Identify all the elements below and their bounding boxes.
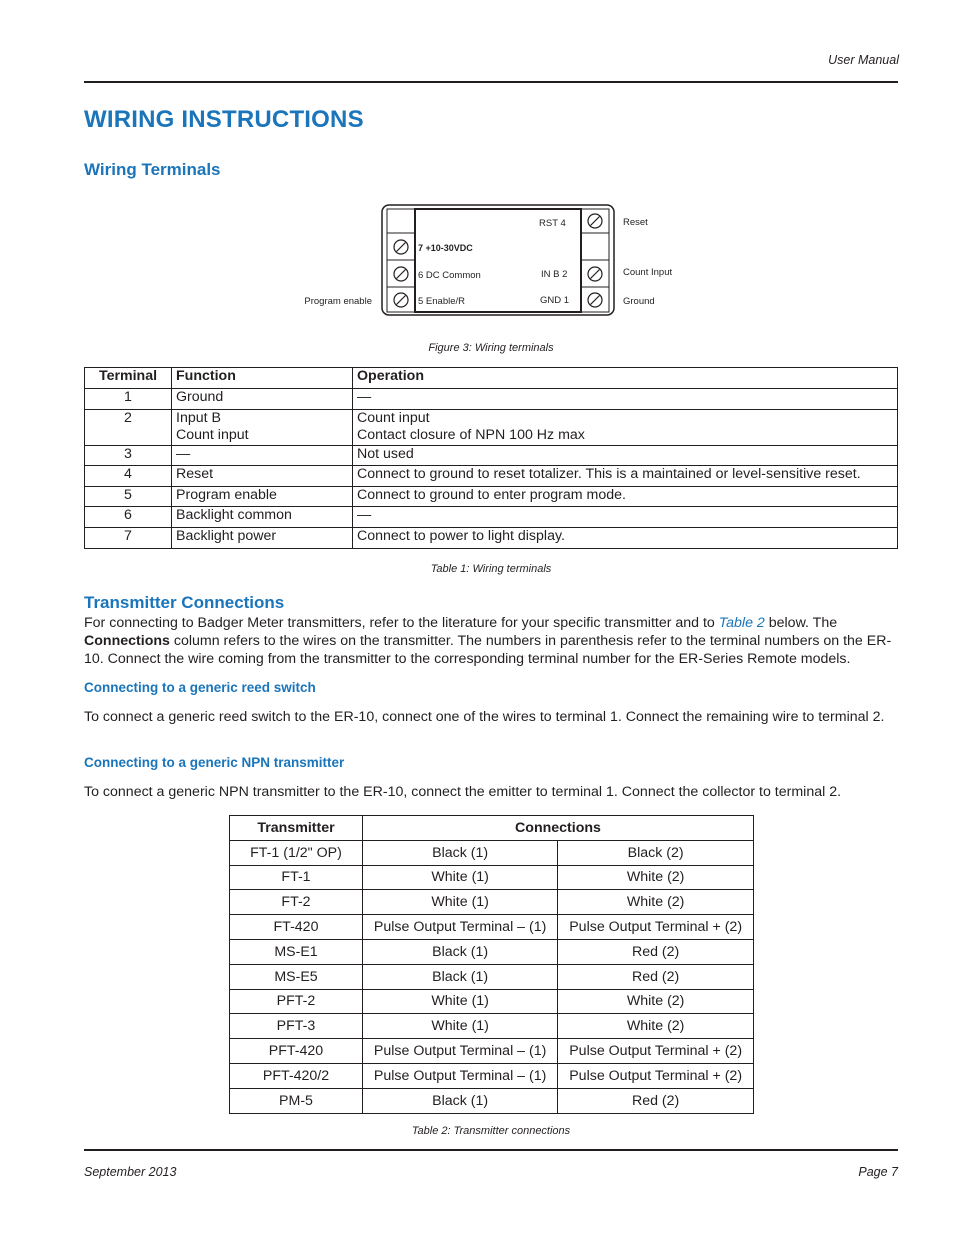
wiring-terminals-table bbox=[84, 367, 898, 549]
table-cell bbox=[353, 409, 898, 445]
table-cell: PFT-2 bbox=[230, 989, 363, 1014]
table-2-link[interactable]: Table 2 bbox=[718, 615, 765, 631]
table-cell: 2 bbox=[85, 409, 172, 445]
table-cell: Black (1) bbox=[363, 1088, 558, 1113]
table-row bbox=[230, 989, 754, 1014]
para-text: below. The bbox=[764, 615, 838, 631]
label-ground: Ground bbox=[623, 296, 655, 307]
table-cell: — bbox=[353, 507, 898, 528]
table-cell: Black (2) bbox=[558, 840, 754, 865]
subheading-reed-switch: Connecting to a generic reed switch bbox=[84, 680, 316, 695]
table-header-row bbox=[85, 368, 898, 389]
column-header: Function bbox=[172, 368, 353, 389]
label-terminal-7: 7 +10-30VDC bbox=[418, 243, 473, 253]
table-cell: 6 bbox=[85, 507, 172, 528]
table-cell: 4 bbox=[85, 466, 172, 487]
screw-terminal-4-icon bbox=[587, 213, 603, 229]
figure-caption: Figure 3: Wiring terminals bbox=[428, 342, 554, 354]
label-program-enable: Program enable bbox=[304, 296, 372, 307]
table-row bbox=[230, 964, 754, 989]
table-cell: FT-1 bbox=[230, 865, 363, 890]
table-cell: MS-E1 bbox=[230, 939, 363, 964]
screw-terminal-2-icon bbox=[587, 266, 603, 282]
table-cell: White (2) bbox=[558, 1014, 754, 1039]
screw-terminal-5-icon bbox=[393, 292, 409, 308]
table-cell: — bbox=[353, 389, 898, 410]
table-row bbox=[230, 915, 754, 940]
label-reset: Reset bbox=[623, 217, 648, 228]
header-rule bbox=[84, 81, 898, 83]
table-cell: PFT-3 bbox=[230, 1014, 363, 1039]
cell-line: Count input bbox=[357, 409, 430, 426]
table-cell: PFT-420 bbox=[230, 1039, 363, 1064]
column-header: Terminal bbox=[85, 368, 172, 389]
table-row bbox=[230, 939, 754, 964]
table-cell: White (2) bbox=[558, 890, 754, 915]
table-cell: PM-5 bbox=[230, 1088, 363, 1113]
table-cell: Reset bbox=[172, 466, 353, 487]
screw-terminal-7-icon bbox=[393, 239, 409, 255]
table-cell: Connect to power to light display. bbox=[353, 527, 898, 548]
table-cell: Pulse Output Terminal + (2) bbox=[558, 1063, 754, 1088]
header-label: User Manual bbox=[828, 53, 899, 67]
table-cell: White (1) bbox=[363, 890, 558, 915]
table-cell: Program enable bbox=[172, 486, 353, 507]
table-row bbox=[85, 389, 898, 410]
table-cell: White (1) bbox=[363, 1014, 558, 1039]
table-cell: 3 bbox=[85, 445, 172, 466]
label-terminal-5: 5 Enable/R bbox=[418, 296, 466, 307]
column-header: Operation bbox=[353, 368, 898, 389]
table-row bbox=[85, 409, 898, 445]
table-cell: Black (1) bbox=[363, 939, 558, 964]
table-cell: Ground bbox=[172, 389, 353, 410]
table-cell: Pulse Output Terminal – (1) bbox=[363, 915, 558, 940]
subheading-npn-transmitter: Connecting to a generic NPN transmitter bbox=[84, 755, 345, 770]
para-bold-text: Connections bbox=[84, 633, 170, 649]
section-heading-transmitter-connections: Transmitter Connections bbox=[84, 593, 285, 612]
label-terminal-4: RST 4 bbox=[539, 218, 566, 229]
page-title: WIRING INSTRUCTIONS bbox=[84, 106, 364, 133]
table-cell: — bbox=[172, 445, 353, 466]
label-terminal-2: IN B 2 bbox=[541, 269, 568, 280]
footer-date: September 2013 bbox=[84, 1165, 177, 1179]
table-cell: Red (2) bbox=[558, 1088, 754, 1113]
screw-terminal-1-icon bbox=[587, 292, 603, 308]
table-body bbox=[230, 840, 754, 1113]
footer-page-number: Page 7 bbox=[858, 1165, 898, 1179]
table-cell: PFT-420/2 bbox=[230, 1063, 363, 1088]
table-cell: 7 bbox=[85, 527, 172, 548]
table-header-row bbox=[230, 816, 754, 841]
reed-switch-paragraph: To connect a generic reed switch to the ER-10, connect one of the wires to terminal 1. Connect the remaining wire to terminal 2. bbox=[84, 709, 885, 725]
table-cell: Black (1) bbox=[363, 840, 558, 865]
table-cell: Red (2) bbox=[558, 964, 754, 989]
table-cell: Connect to ground to reset totalizer. This is a maintained or level-sensitive reset. bbox=[353, 466, 898, 487]
table-row bbox=[85, 445, 898, 466]
table-cell: FT-420 bbox=[230, 915, 363, 940]
table-cell: FT-2 bbox=[230, 890, 363, 915]
table-cell: MS-E5 bbox=[230, 964, 363, 989]
section-heading-wiring-terminals: Wiring Terminals bbox=[84, 160, 221, 179]
table-cell: 5 bbox=[85, 486, 172, 507]
table-row bbox=[230, 890, 754, 915]
table-cell: Backlight common bbox=[172, 507, 353, 528]
label-terminal-1: GND 1 bbox=[540, 295, 570, 306]
para-text: column refers to the wires on the transmitter. The numbers in parenthesis refer to the terminal numbers on the ER-10. Connect the wire coming from the transmitter to the corresponding terminal number for the ER-Series Remote models. bbox=[84, 633, 892, 667]
table-cell: 1 bbox=[85, 389, 172, 410]
table-row bbox=[230, 865, 754, 890]
table-row bbox=[85, 486, 898, 507]
table-row bbox=[230, 1014, 754, 1039]
table-cell: Backlight power bbox=[172, 527, 353, 548]
table-cell: Not used bbox=[353, 445, 898, 466]
table1-caption: Table 1: Wiring terminals bbox=[430, 563, 552, 575]
table-row bbox=[230, 1063, 754, 1088]
para-text: For connecting to Badger Meter transmitters, refer to the literature for your specific transmitter and to bbox=[84, 615, 719, 631]
table-cell: Connect to ground to enter program mode. bbox=[353, 486, 898, 507]
label-terminal-6: 6 DC Common bbox=[418, 270, 481, 281]
table-cell: Pulse Output Terminal – (1) bbox=[363, 1039, 558, 1064]
table2-caption: Table 2: Transmitter connections bbox=[411, 1125, 571, 1137]
table-cell: Red (2) bbox=[558, 939, 754, 964]
wiring-terminal-diagram bbox=[300, 200, 673, 320]
table-row bbox=[230, 840, 754, 865]
table-cell: White (1) bbox=[363, 989, 558, 1014]
table-row bbox=[230, 1039, 754, 1064]
transmitter-connections-table bbox=[229, 815, 754, 1114]
table-cell bbox=[172, 409, 353, 445]
table-cell: White (2) bbox=[558, 865, 754, 890]
npn-transmitter-paragraph: To connect a generic NPN transmitter to the ER-10, connect the emitter to terminal 1. Connect the collector to terminal 2. bbox=[84, 784, 842, 800]
footer-rule bbox=[84, 1149, 898, 1151]
table-row bbox=[85, 527, 898, 548]
table-cell: Black (1) bbox=[363, 964, 558, 989]
column-header: Transmitter bbox=[230, 816, 363, 841]
transmitter-paragraph bbox=[84, 614, 900, 668]
table-row bbox=[230, 1088, 754, 1113]
column-header: Connections bbox=[363, 816, 754, 841]
table-cell: Pulse Output Terminal + (2) bbox=[558, 1039, 754, 1064]
cell-line: Input B bbox=[176, 409, 221, 426]
label-count-input: Count Input bbox=[623, 267, 673, 278]
table-row bbox=[85, 466, 898, 487]
cell-line: Contact closure of NPN 100 Hz max bbox=[357, 427, 585, 444]
table-cell: White (2) bbox=[558, 989, 754, 1014]
cell-line: Count input bbox=[176, 427, 249, 444]
screw-terminal-6-icon bbox=[393, 266, 409, 282]
table-row bbox=[85, 507, 898, 528]
table-cell: White (1) bbox=[363, 865, 558, 890]
table-cell: FT-1 (1/2" OP) bbox=[230, 840, 363, 865]
table-cell: Pulse Output Terminal – (1) bbox=[363, 1063, 558, 1088]
table-cell: Pulse Output Terminal + (2) bbox=[558, 915, 754, 940]
